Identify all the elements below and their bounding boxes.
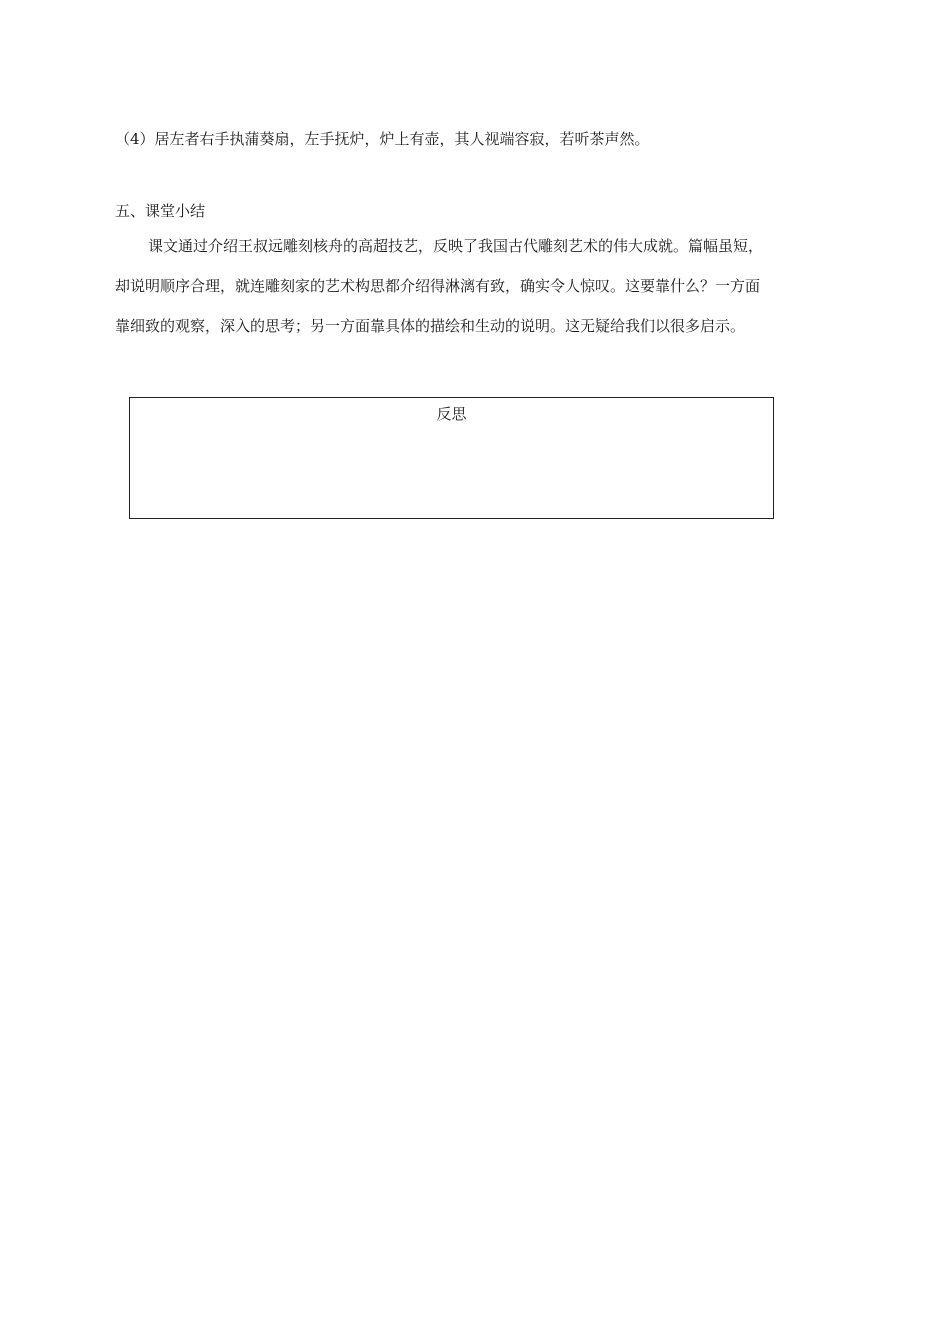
summary-line-2: 却说明顺序合理，就连雕刻家的艺术构思都介绍得淋漓有致，确实令人惊叹。这要靠什么？一方面 — [115, 277, 761, 295]
item-4-text: （4）居左者右手执蒲葵扇，左手抚炉，炉上有壶，其人视端容寂，若听茶声然。 — [115, 130, 650, 148]
section-heading-class-summary: 五、课堂小结 — [115, 202, 206, 220]
summary-line-3: 靠细致的观察，深入的思考；另一方面靠具体的描绘和生动的说明。这无疑给我们以很多启示。 — [115, 317, 746, 335]
reflection-title: 反思 — [436, 405, 467, 423]
reflection-box — [129, 397, 774, 519]
summary-line-1: 课文通过介绍王叔远雕刻核舟的高超技艺，反映了我国古代雕刻艺术的伟大成就。篇幅虽短， — [148, 237, 764, 255]
